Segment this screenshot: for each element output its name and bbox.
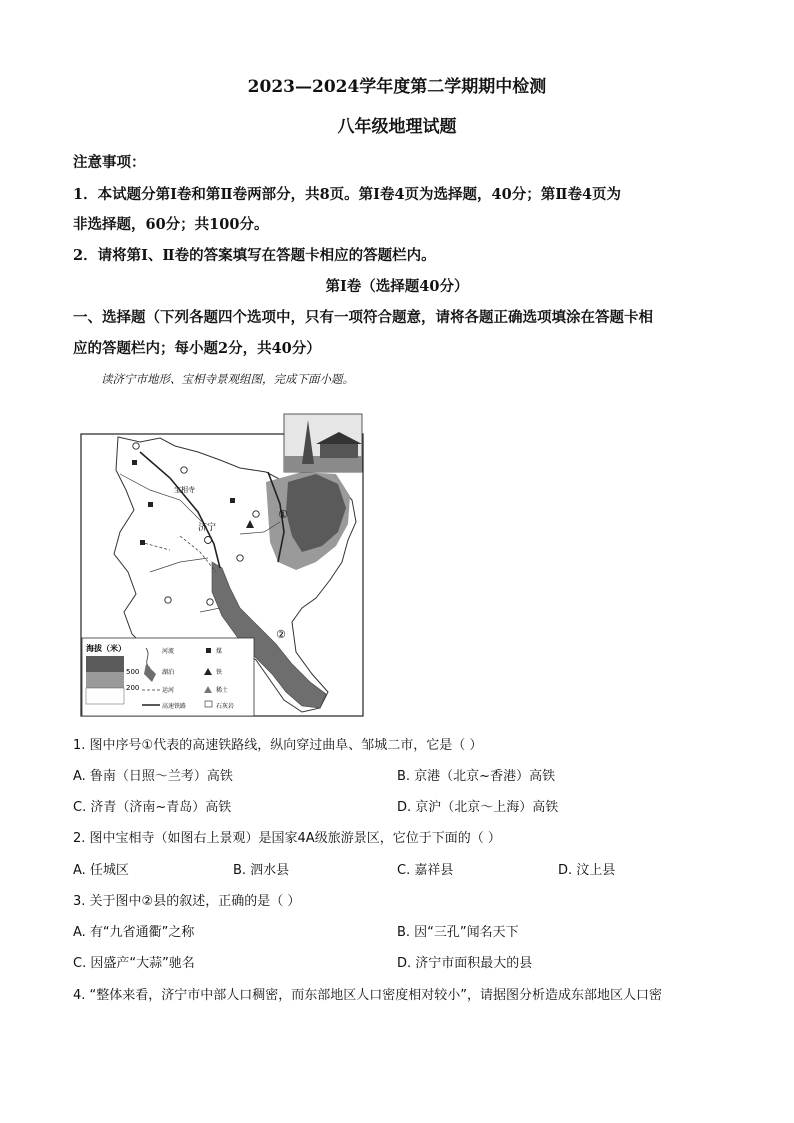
question-1-option-b: B. 京港（北京~香港）高铁: [397, 769, 556, 784]
question-2-option-d: D. 汶上县: [558, 863, 616, 878]
coal-symbol: [148, 502, 153, 507]
label-marker-1: ①: [278, 508, 288, 521]
notice-item-1-line-1: 1．本试题分第Ⅰ卷和第Ⅱ卷两部分，共8页。第Ⅰ卷4页为选择题，40分；第Ⅱ卷4页为: [73, 186, 622, 203]
legend-elev-200: 200: [126, 684, 140, 692]
label-jining: 济宁: [198, 523, 217, 533]
question-2-option-a: A. 任城区: [73, 863, 129, 878]
question-3-option-c: C. 因盛产“大蒜”驰名: [73, 956, 195, 971]
legend-coal-icon: [206, 648, 211, 653]
question-3-stem: 3. 关于图中②县的叙述，正确的是（ ）: [73, 894, 301, 909]
notice-item-2: 2．请将第Ⅰ、Ⅱ卷的答案填写在答题卡相应的答题栏内。: [73, 247, 436, 264]
legend-river: 河流: [162, 648, 175, 655]
part-instruction-line-2: 应的答题栏内；每小题2分，共40分）: [73, 340, 321, 357]
question-4-stem: 4. “整体来看，济宁市中部人口稠密，而东部地区人口密度相对较小”，请据图分析造成东部地区人口密: [73, 988, 663, 1003]
legend-limestone: 石灰岩: [216, 703, 235, 710]
question-2-stem: 2. 图中宝相寺（如图右上景观）是国家4A级旅游景区，它位于下面的（ ）: [73, 831, 501, 846]
volume-title: 第Ⅰ卷（选择题40分）: [325, 278, 469, 295]
question-1-option-d: D. 京沪（北京～上海）高铁: [397, 800, 559, 815]
legend-canal: 运河: [162, 687, 175, 694]
jining-terrain-map: [80, 412, 380, 717]
question-2-option-b: B. 泗水县: [233, 863, 290, 878]
question-3-option-d: D. 济宁市面积最大的县: [397, 956, 533, 971]
question-2-option-c: C. 嘉祥县: [397, 863, 454, 878]
legend-iron: 铁: [216, 669, 223, 676]
notice-heading: 注意事项：: [73, 154, 146, 171]
legend-elev-low-swatch: [86, 688, 124, 704]
legend-elev-high-swatch: [86, 656, 124, 672]
legend-elev-mid-swatch: [86, 672, 124, 688]
part-instruction-line-1: 一、选择题（下列各题四个选项中，只有一项符合题意，请将各题正确选项填涂在答题卡相: [73, 309, 653, 326]
legend-title: 海拔（米）: [86, 644, 126, 653]
legend-elev-500: 500: [126, 668, 140, 676]
map-legend: [82, 638, 254, 716]
exam-subtitle: 八年级地理试题: [337, 117, 457, 137]
legend-lake: 湖泊: [162, 669, 175, 676]
question-1-option-c: C. 济青（济南~青岛）高铁: [73, 800, 232, 815]
question-1-option-a: A. 鲁南（日照～兰考）高铁: [73, 769, 233, 784]
baoxiang-temple-photo: [284, 414, 362, 472]
label-marker-2: ②: [276, 628, 286, 641]
coal-symbol: [230, 498, 235, 503]
question-3-option-b: B. 因“三孔”闻名天下: [397, 925, 519, 940]
coal-symbol: [132, 460, 137, 465]
label-baoxiang-temple: 宝相寺: [174, 486, 195, 494]
legend-coal: 煤: [216, 648, 223, 655]
question-3-option-a: A. 有“九省通衢”之称: [73, 925, 195, 940]
exam-title: 2023—2024学年度第二学期期中检测: [247, 77, 547, 97]
figure-intro: 读济宁市地形、宝相寺景观组图，完成下面小题。: [101, 372, 354, 386]
question-1-stem: 1. 图中序号①代表的高速铁路线，纵向穿过曲阜、邹城二市，它是（ ）: [73, 738, 483, 753]
legend-railway: 高速铁路: [162, 703, 187, 710]
coal-symbol: [140, 540, 145, 545]
legend-rare-earth: 稀土: [216, 687, 229, 694]
notice-item-1-line-2: 非选择题，60分；共100分。: [73, 216, 269, 233]
